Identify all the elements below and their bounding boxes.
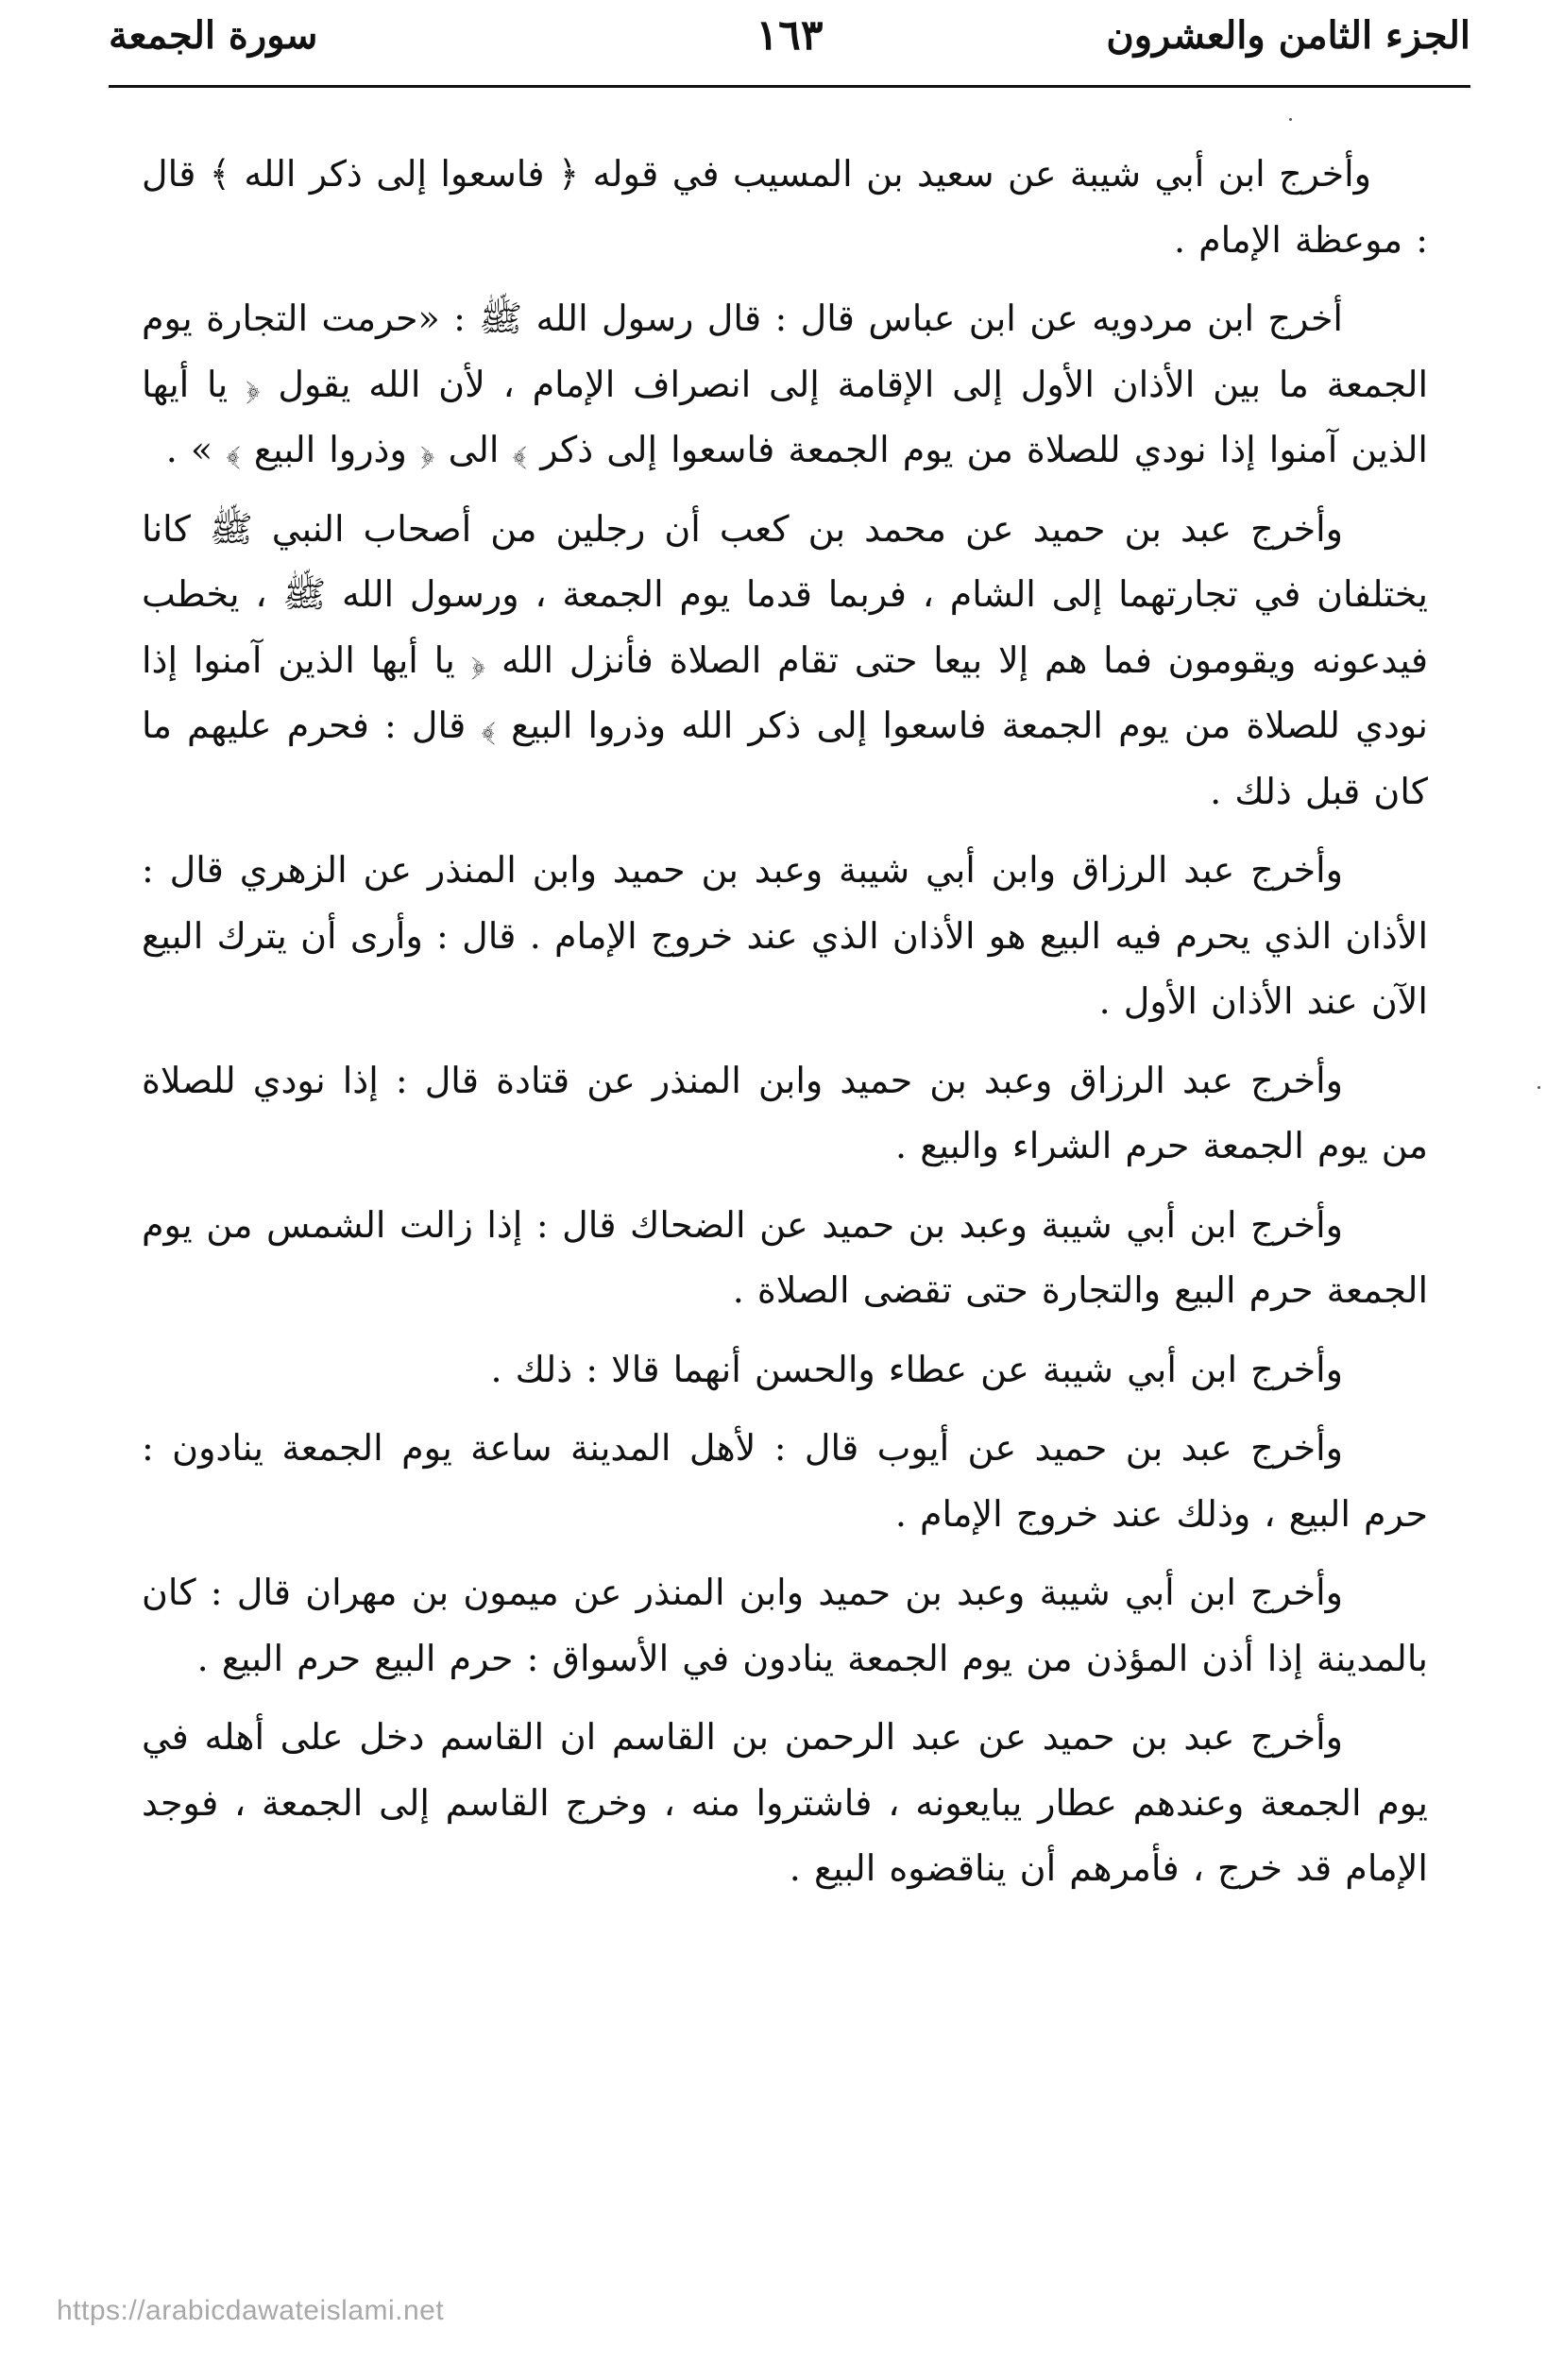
paragraph-3: وأخرج عبد بن حميد عن محمد بن كعب أن رجلين من أصحاب النبي ﷺ كانا يختلفان في تجارتهما إلى الشام ، فربما قدما يوم الجمعة ، ورسول الله ﷺ ، يخطب فيدعونه ويقومون فما هم إلا بيعا حتى تقام الصلاة فأنزل الله ﴿ يا أيها الذين آمنوا إذا نودي للصلاة من يوم الجمعة فاسعوا إلى ذكر الله وذروا البيع ﴾ قال : فحرم عليهم ما كان قبل ذلك .: [142, 507, 1428, 812]
paragraph-1: وأخرج ابن أبي شيبة عن سعيد بن المسيب في قوله ﴿ فاسعوا إلى ذكر الله ﴾ قال : موعظة الإمام .: [142, 153, 1428, 261]
watermark-url[interactable]: https://arabicdawateislami.net: [57, 2295, 445, 2326]
header-rule: [109, 85, 1470, 88]
scan-speck: [1538, 1086, 1540, 1089]
paragraph-2: أخرج ابن مردويه عن ابن عباس قال : قال رسول الله ﷺ : «حرمت التجارة يوم الجمعة ما بين الأذان الأول إلى الإقامة إلى انصراف الإمام ، لأن الله يقول ﴿ يا أيها الذين آمنوا إذا نودي للصلاة من يوم الجمعة فاسعوا إلى ذكر ﴾ الى ﴿ وذروا البيع ﴾ » .: [142, 298, 1428, 470]
page-body: [142, 142, 1428, 1915]
scan-speck: [1289, 118, 1292, 121]
juz-title: الجزء الثامن والعشرون: [1106, 13, 1470, 58]
paragraph-9: وأخرج ابن أبي شيبة وعبد بن حميد وابن المنذر عن ميمون بن مهران قال : كان بالمدينة إذا أذن المؤذن من يوم الجمعة ينادون في الأسواق : حرم البيع حرم البيع .: [142, 1572, 1428, 1679]
paragraph-5: وأخرج عبد الرزاق وعبد بن حميد وابن المنذر عن قتادة قال : إذا نودي للصلاة من يوم الجمعة حرم الشراء والبيع .: [142, 1059, 1428, 1166]
page-number: ١٦٣: [756, 11, 824, 60]
paragraph-6: وأخرج ابن أبي شيبة وعبد بن حميد عن الضحاك قال : إذا زالت الشمس من يوم الجمعة حرم البيع والتجارة حتى تقضى الصلاة .: [142, 1203, 1428, 1311]
paragraph-7: وأخرج ابن أبي شيبة عن عطاء والحسن أنهما قالا : ذلك .: [490, 1348, 1343, 1390]
surah-title: سورة الجمعة: [109, 13, 318, 58]
paragraph-8: وأخرج عبد بن حميد عن أيوب قال : لأهل المدينة ساعة يوم الجمعة ينادون : حرم البيع ، وذلك عند خروج الإمام .: [142, 1427, 1428, 1535]
paragraph-4: وأخرج عبد الرزاق وابن أبي شيبة وعبد بن حميد وابن المنذر عن الزهري قال : الأذان الذي يحرم فيه البيع هو الأذان الذي عند خروج الإمام . قال : وأرى أن يترك البيع الآن عند الأذان الأول .: [142, 849, 1428, 1022]
paragraph-10: وأخرج عبد بن حميد عن عبد الرحمن بن القاسم ان القاسم دخل على أهله في يوم الجمعة وعندهم عطار يبايعونه ، فاشتروا منه ، وخرج القاسم إلى الجمعة ، فوجد الإمام قد خرج ، فأمرهم أن يناقضوه البيع .: [142, 1716, 1428, 1889]
running-header: [109, 0, 1470, 83]
